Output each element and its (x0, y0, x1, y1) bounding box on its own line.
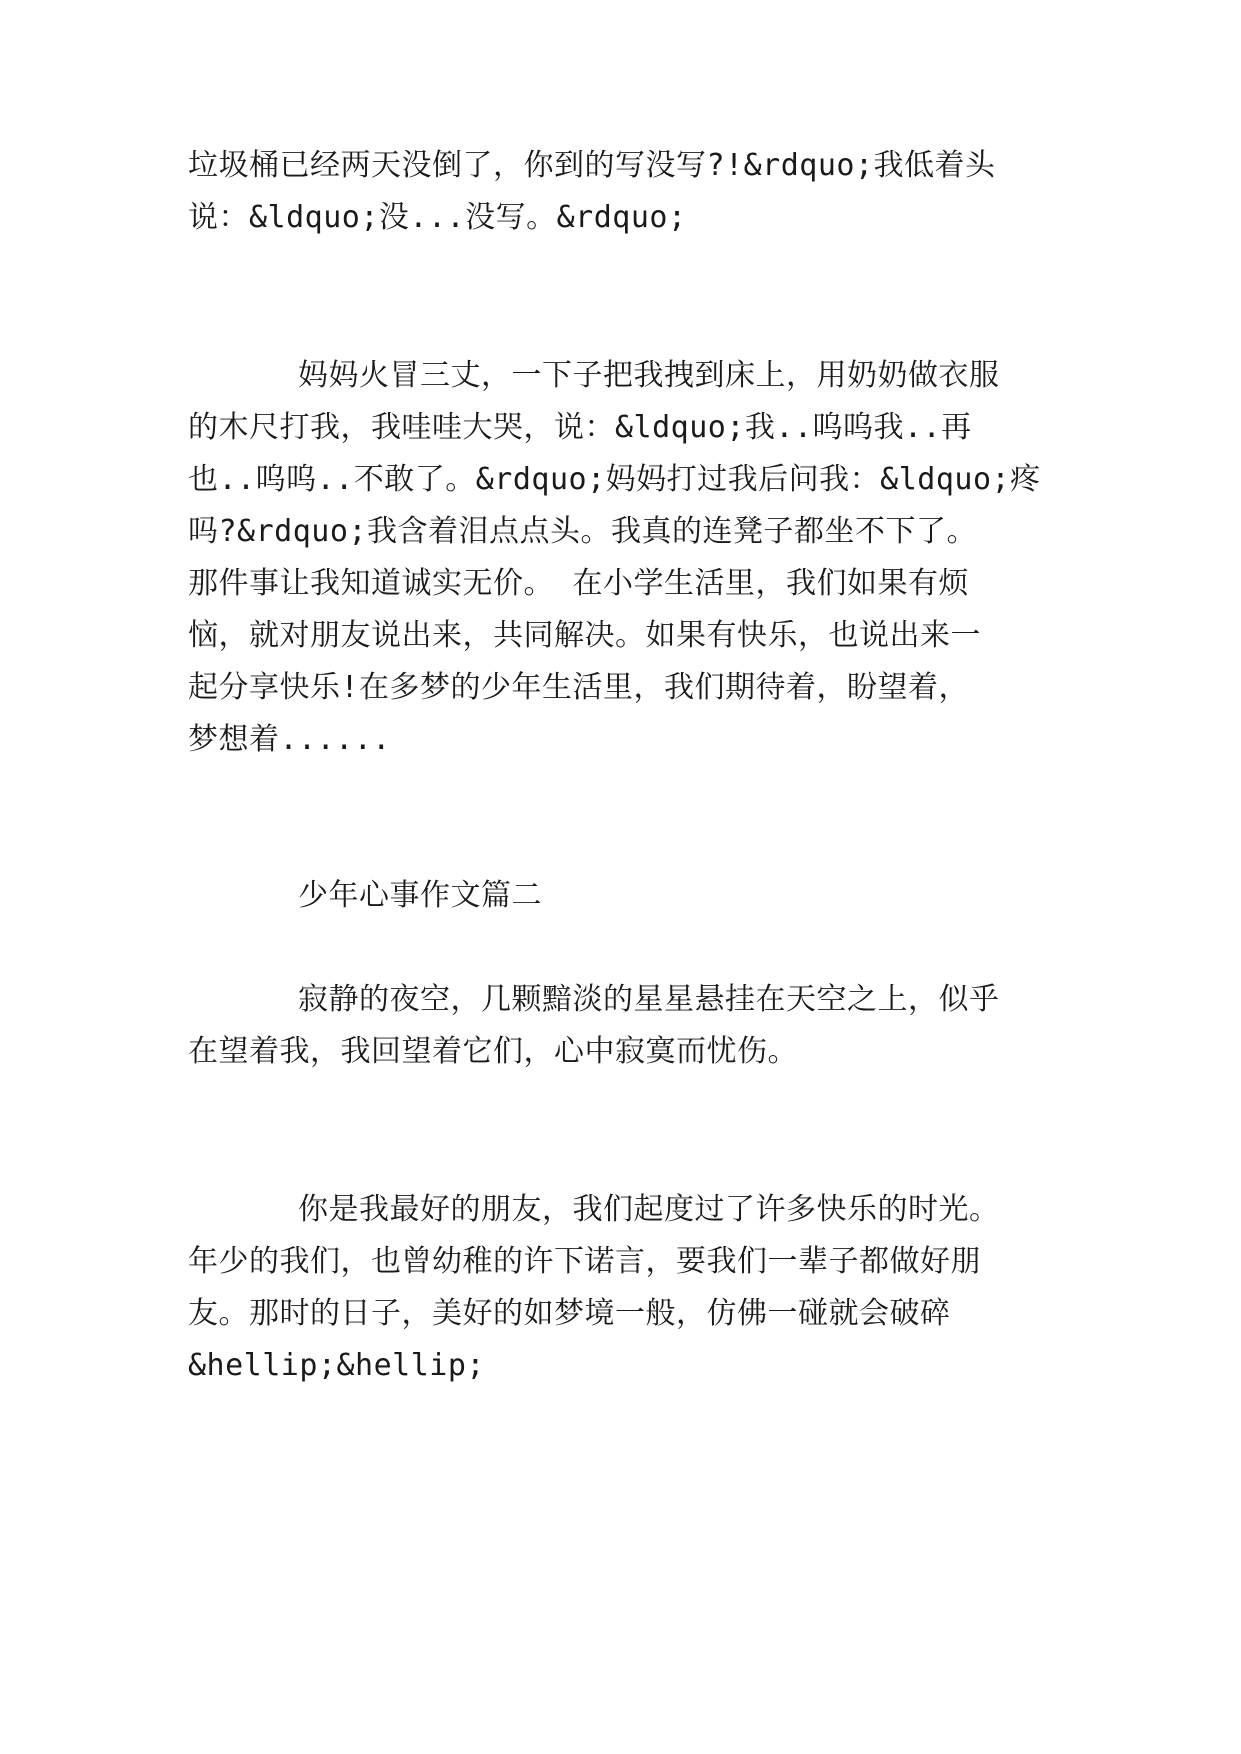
paragraph-2-line-1: 妈妈火冒三丈，一下子把我拽到床上，用奶奶做衣服 (298, 358, 1000, 393)
paragraph-4-line-2: 年少的我们，也曾幼稚的许下诺言，要我们一辈子都做好朋 (188, 1244, 981, 1279)
paragraph-4-line-1: 你是我最好的朋友，我们起度过了许多快乐的时光。 (298, 1192, 1000, 1227)
paragraph-3-line-2: 在望着我，我回望着它们，心中寂寞而忧伤。 (188, 1034, 798, 1069)
paragraph-4-line-3: 友。那时的日子，美好的如梦境一般，仿佛一碰就会破碎 (188, 1296, 951, 1331)
paragraph-3-line-1: 寂静的夜空，几颗黯淡的星星悬挂在天空之上，似乎 (298, 982, 1000, 1017)
paragraph-2-line-2: 的木尺打我，我哇哇大哭，说：&ldquo;我..呜呜我..再 (188, 410, 972, 445)
paragraph-2-line-6: 恼，就对朋友说出来，共同解决。如果有快乐，也说出来一 (188, 618, 981, 653)
paragraph-2-line-5: 那件事让我知道诚实无价。 在小学生活里，我们如果有烦 (188, 566, 970, 601)
paragraph-2-line-7: 起分享快乐!在多梦的少年生活里，我们期待着，盼望着， (188, 670, 970, 705)
paragraph-2-line-8: 梦想着...... (188, 722, 391, 757)
paragraph-1-line-1: 垃圾桶已经两天没倒了，你到的写没写?!&rdquo;我低着头 (188, 148, 996, 183)
section-heading: 少年心事作文篇二 (298, 878, 542, 913)
paragraph-2-line-3: 也..呜呜..不敢了。&rdquo;妈妈打过我后问我：&ldquo;疼 (188, 462, 1041, 497)
paragraph-4-line-4: &hellip;&hellip; (188, 1348, 485, 1383)
paragraph-1-line-2: 说：&ldquo;没...没写。&rdquo; (188, 200, 687, 235)
paragraph-2-line-4: 吗?&rdquo;我含着泪点点头。我真的连凳子都坐不下了。 (188, 514, 977, 549)
